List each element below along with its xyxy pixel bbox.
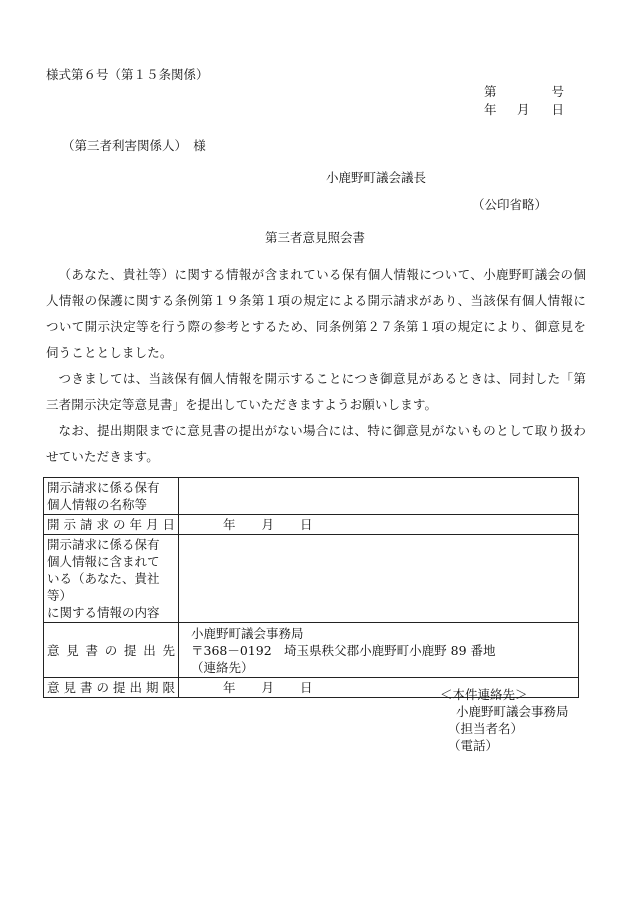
body-paragraph-3: なお、提出期限までに意見書の提出がない場合には、特に御意見がないものとして取り扱わせていただきます。 bbox=[46, 423, 586, 464]
document-number-prefix: 第 bbox=[484, 84, 497, 99]
row-value-target-info bbox=[179, 478, 579, 515]
contact-phone: （電話） bbox=[448, 738, 499, 753]
document-number-suffix: 号 bbox=[551, 84, 564, 99]
contact-person: （担当者名） bbox=[448, 721, 524, 736]
row-label-target-info: 開示請求に係る保有 個人情報の名称等 bbox=[44, 478, 179, 515]
row-value-request-date: 年 月 日 bbox=[179, 515, 579, 535]
document-number bbox=[484, 82, 564, 100]
table-row bbox=[44, 623, 579, 678]
table-row bbox=[44, 478, 579, 515]
sender: 小鹿野町議会議長 bbox=[326, 170, 427, 185]
row-value-submit-to: 小鹿野町議会事務局 〒368－0192 埼玉県秩父郡小鹿野町小鹿野 89 番地 （連絡先） bbox=[179, 623, 579, 678]
body-paragraph-2: つきましては、当該保有個人情報を開示することにつき御意見があるときは、同封した「第三者開示決定等意見書」を提出していただきますようお願いします。 bbox=[46, 371, 586, 412]
info-table bbox=[43, 477, 579, 698]
contact-office: 小鹿野町議会事務局 bbox=[456, 704, 569, 719]
row-label-request-date: 開示請求の年月日 bbox=[44, 515, 179, 535]
contact-block bbox=[440, 686, 569, 754]
row-label-submit-to: 意見書の提出先 bbox=[44, 623, 179, 678]
seal-note: （公印省略） bbox=[472, 197, 548, 212]
row-value-deadline: 年 月 日 bbox=[179, 678, 579, 698]
table-row bbox=[44, 515, 579, 535]
date-year: 年 bbox=[484, 102, 497, 117]
row-label-info-content: 開示請求に係る保有 個人情報に含まれて いる（あなた、貴社等） に関する情報の内容 bbox=[44, 535, 179, 623]
contact-heading: ＜本件連絡先＞ bbox=[440, 687, 528, 702]
date-day: 日 bbox=[551, 102, 564, 117]
addressee: （第三者利害関係人） 様 bbox=[62, 138, 206, 153]
row-label-deadline: 意見書の提出期限 bbox=[44, 678, 179, 698]
date-month: 月 bbox=[517, 102, 530, 117]
table-row bbox=[44, 535, 579, 623]
document-date bbox=[484, 100, 564, 118]
body-text bbox=[46, 262, 586, 470]
body-paragraph-1: （あなた、貴社等）に関する情報が含まれている保有個人情報について、小鹿野町議会の個人情報の保護に関する条例第１９条第１項の規定による開示請求があり、当該保有個人情報について開示決定等を行う際の参考とするため、同条例第２７条第１項の規定により、御意見を伺うこととしました。 bbox=[46, 267, 586, 360]
document-title: 第三者意見照会書 bbox=[264, 230, 365, 245]
form-number: 様式第６号（第１５条関係） bbox=[46, 67, 209, 82]
row-value-info-content bbox=[179, 535, 579, 623]
